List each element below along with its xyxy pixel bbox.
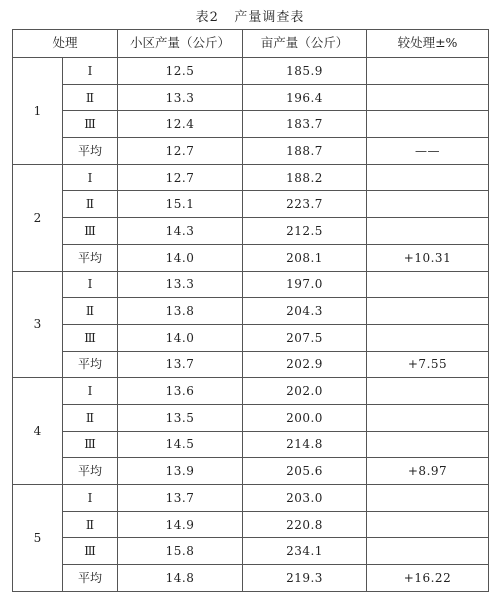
plot-yield-cell: 13.5	[118, 404, 243, 431]
plot-yield-cell: 13.7	[118, 351, 243, 378]
percent-change-cell	[367, 378, 489, 405]
table-body	[13, 58, 489, 592]
table-row	[13, 404, 489, 431]
table-row	[13, 458, 489, 485]
percent-change-cell	[367, 538, 489, 565]
treatment-id-cell: 2	[13, 164, 63, 271]
plot-yield-cell: 12.7	[118, 138, 243, 165]
table-row	[13, 218, 489, 245]
mu-yield-cell: 212.5	[243, 218, 367, 245]
replicate-label-cell: 平均	[63, 458, 118, 485]
percent-change-cell	[367, 511, 489, 538]
table-row	[13, 485, 489, 512]
plot-yield-cell: 13.6	[118, 378, 243, 405]
table-row	[13, 378, 489, 405]
header-plot-yield: 小区产量（公斤）	[118, 30, 243, 58]
replicate-label-cell: Ⅰ	[63, 58, 118, 85]
replicate-label-cell: Ⅲ	[63, 431, 118, 458]
plot-yield-cell: 14.0	[118, 324, 243, 351]
mu-yield-cell: 219.3	[243, 565, 367, 592]
percent-change-cell	[367, 191, 489, 218]
table-row	[13, 324, 489, 351]
mu-yield-cell: 185.9	[243, 58, 367, 85]
table-row	[13, 191, 489, 218]
replicate-label-cell: Ⅲ	[63, 218, 118, 245]
mu-yield-cell: 234.1	[243, 538, 367, 565]
header-row	[13, 30, 489, 58]
replicate-label-cell: Ⅱ	[63, 511, 118, 538]
replicate-label-cell: Ⅲ	[63, 111, 118, 138]
plot-yield-cell: 14.8	[118, 565, 243, 592]
plot-yield-cell: 13.3	[118, 271, 243, 298]
table-row	[13, 164, 489, 191]
percent-change-cell: +7.55	[367, 351, 489, 378]
mu-yield-cell: 223.7	[243, 191, 367, 218]
percent-change-cell: +16.22	[367, 565, 489, 592]
mu-yield-cell: 197.0	[243, 271, 367, 298]
plot-yield-cell: 13.8	[118, 298, 243, 325]
mu-yield-cell: 196.4	[243, 84, 367, 111]
treatment-id-cell: 3	[13, 271, 63, 378]
plot-yield-cell: 13.9	[118, 458, 243, 485]
mu-yield-cell: 204.3	[243, 298, 367, 325]
table-row	[13, 511, 489, 538]
percent-change-cell: ——	[367, 138, 489, 165]
percent-change-cell	[367, 164, 489, 191]
table-row	[13, 84, 489, 111]
mu-yield-cell: 205.6	[243, 458, 367, 485]
mu-yield-cell: 188.2	[243, 164, 367, 191]
yield-survey-table	[12, 29, 489, 592]
plot-yield-cell: 13.3	[118, 84, 243, 111]
plot-yield-cell: 14.5	[118, 431, 243, 458]
mu-yield-cell: 202.0	[243, 378, 367, 405]
plot-yield-cell: 14.9	[118, 511, 243, 538]
plot-yield-cell: 14.0	[118, 244, 243, 271]
plot-yield-cell: 13.7	[118, 485, 243, 512]
replicate-label-cell: Ⅰ	[63, 378, 118, 405]
percent-change-cell: +8.97	[367, 458, 489, 485]
plot-yield-cell: 14.3	[118, 218, 243, 245]
table-row	[13, 244, 489, 271]
mu-yield-cell: 203.0	[243, 485, 367, 512]
mu-yield-cell: 207.5	[243, 324, 367, 351]
replicate-label-cell: Ⅲ	[63, 324, 118, 351]
percent-change-cell	[367, 84, 489, 111]
percent-change-cell: +10.31	[367, 244, 489, 271]
table-row	[13, 538, 489, 565]
replicate-label-cell: 平均	[63, 244, 118, 271]
replicate-label-cell: Ⅱ	[63, 404, 118, 431]
percent-change-cell	[367, 404, 489, 431]
replicate-label-cell: 平均	[63, 138, 118, 165]
plot-yield-cell: 15.8	[118, 538, 243, 565]
replicate-label-cell: Ⅲ	[63, 538, 118, 565]
mu-yield-cell: 220.8	[243, 511, 367, 538]
treatment-id-cell: 1	[13, 58, 63, 165]
replicate-label-cell: Ⅰ	[63, 485, 118, 512]
replicate-label-cell: Ⅱ	[63, 84, 118, 111]
mu-yield-cell: 200.0	[243, 404, 367, 431]
plot-yield-cell: 12.4	[118, 111, 243, 138]
replicate-label-cell: 平均	[63, 351, 118, 378]
percent-change-cell	[367, 218, 489, 245]
percent-change-cell	[367, 58, 489, 85]
plot-yield-cell: 15.1	[118, 191, 243, 218]
table-row	[13, 138, 489, 165]
percent-change-cell	[367, 111, 489, 138]
percent-change-cell	[367, 271, 489, 298]
replicate-label-cell: Ⅰ	[63, 164, 118, 191]
treatment-id-cell: 4	[13, 378, 63, 485]
table-row	[13, 271, 489, 298]
header-mu-yield: 亩产量（公斤）	[243, 30, 367, 58]
table-row	[13, 351, 489, 378]
replicate-label-cell: Ⅱ	[63, 298, 118, 325]
table-row	[13, 431, 489, 458]
replicate-label-cell: Ⅱ	[63, 191, 118, 218]
percent-change-cell	[367, 324, 489, 351]
table-row	[13, 111, 489, 138]
replicate-label-cell: 平均	[63, 565, 118, 592]
plot-yield-cell: 12.7	[118, 164, 243, 191]
plot-yield-cell: 12.5	[118, 58, 243, 85]
table-caption: 表2 产量调查表	[195, 10, 305, 25]
header-treatment: 处理	[13, 30, 118, 58]
treatment-id-cell: 5	[13, 485, 63, 592]
header-vs-control: 较处理±%	[367, 30, 489, 58]
percent-change-cell	[367, 485, 489, 512]
mu-yield-cell: 188.7	[243, 138, 367, 165]
mu-yield-cell: 202.9	[243, 351, 367, 378]
table-row	[13, 565, 489, 592]
percent-change-cell	[367, 298, 489, 325]
table-row	[13, 58, 489, 85]
mu-yield-cell: 208.1	[243, 244, 367, 271]
replicate-label-cell: Ⅰ	[63, 271, 118, 298]
mu-yield-cell: 183.7	[243, 111, 367, 138]
percent-change-cell	[367, 431, 489, 458]
mu-yield-cell: 214.8	[243, 431, 367, 458]
table-row	[13, 298, 489, 325]
